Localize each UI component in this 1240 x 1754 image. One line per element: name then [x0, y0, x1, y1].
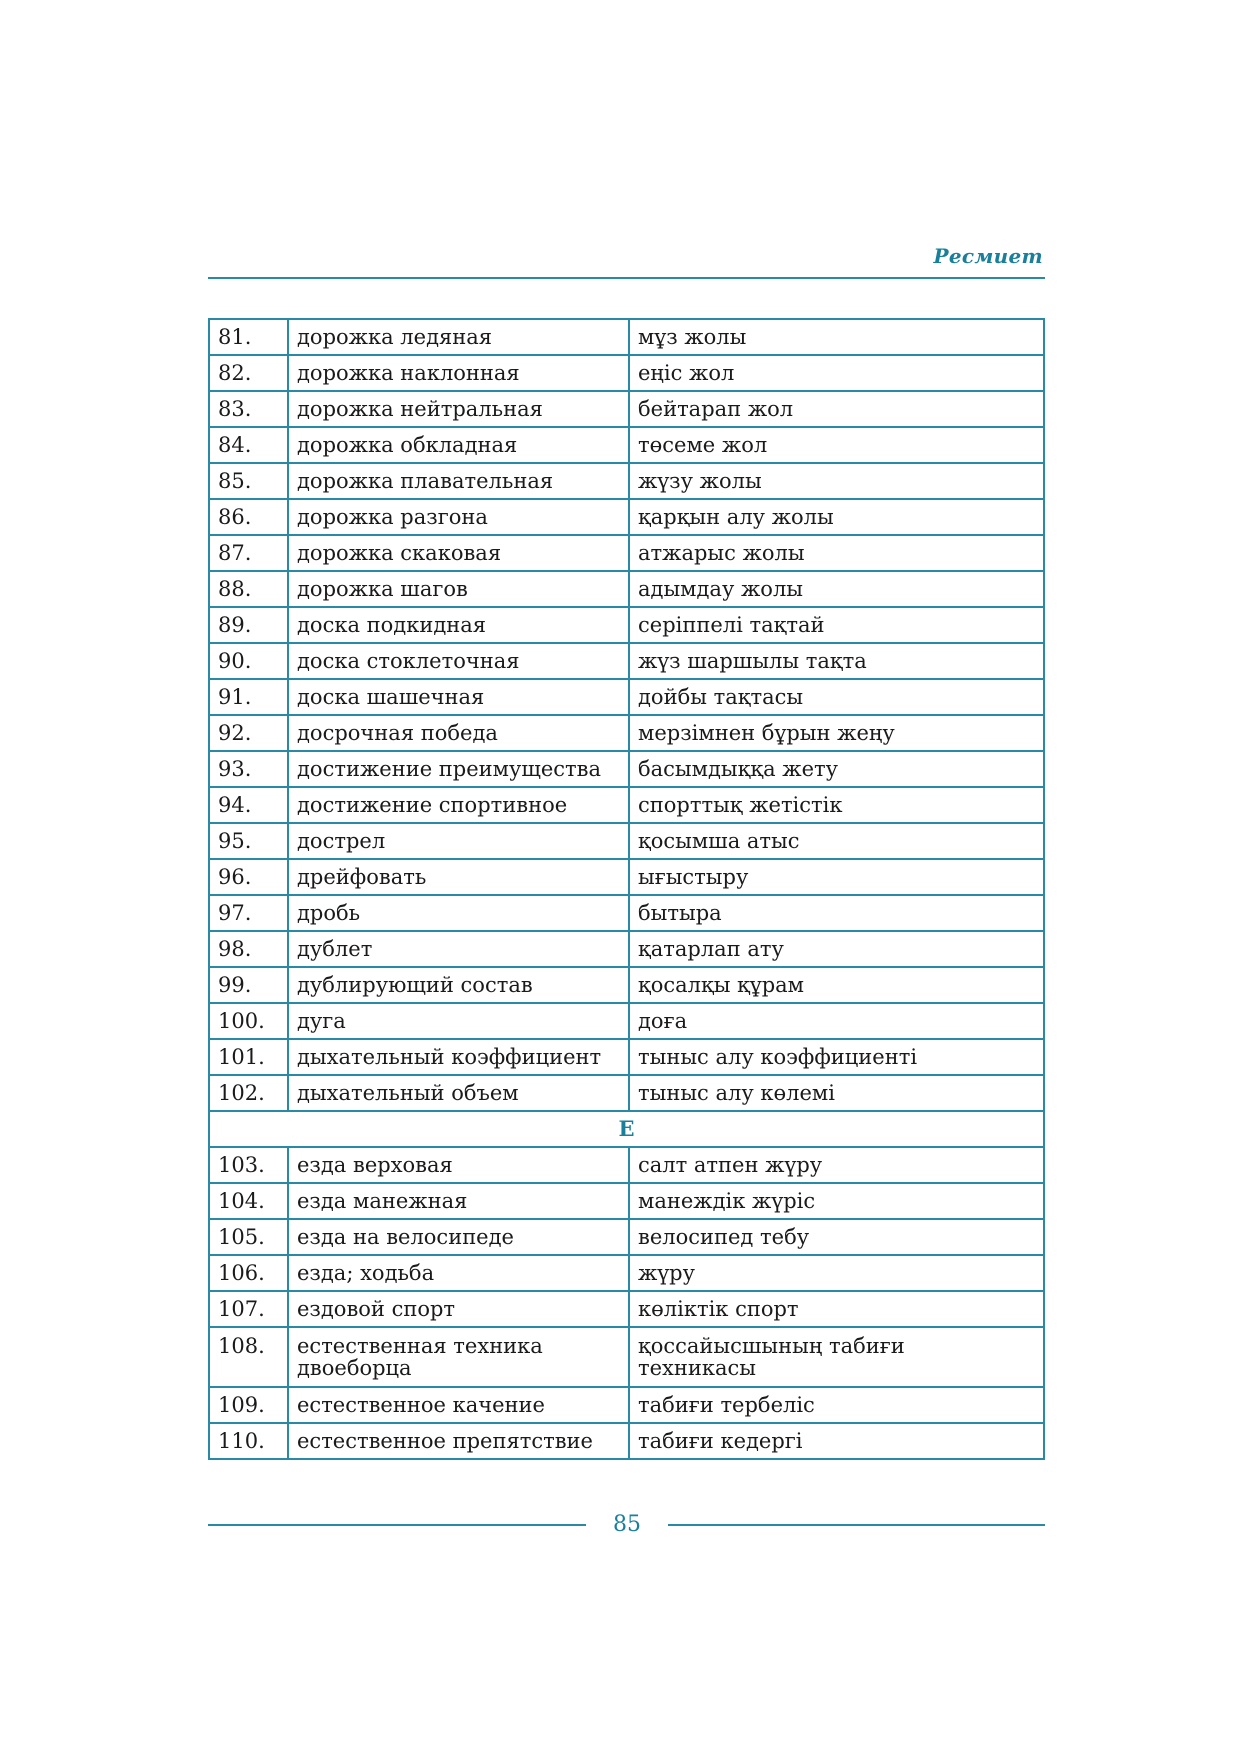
kazakh-term: спорттық жетістік	[629, 787, 1044, 823]
russian-term-line: естественная техника	[297, 1334, 543, 1358]
header-rule	[208, 277, 1045, 279]
entry-number: 105.	[209, 1219, 288, 1255]
russian-term: дорожка разгона	[288, 499, 629, 535]
entry-number: 83.	[209, 391, 288, 427]
table-row	[209, 787, 1044, 823]
table-row	[209, 1183, 1044, 1219]
russian-term: доска шашечная	[288, 679, 629, 715]
page-number: 85	[613, 1512, 641, 1537]
kazakh-term: дойбы тақтасы	[629, 679, 1044, 715]
entry-number: 107.	[209, 1291, 288, 1327]
russian-term: езда; ходьба	[288, 1255, 629, 1291]
table-row	[209, 1147, 1044, 1183]
russian-term: езда на велосипеде	[288, 1219, 629, 1255]
russian-term: доска стоклеточная	[288, 643, 629, 679]
table-row	[209, 463, 1044, 499]
russian-term: дрейфовать	[288, 859, 629, 895]
russian-term: дублирующий состав	[288, 967, 629, 1003]
running-header-title: Ресмиет	[933, 244, 1043, 268]
russian-term: дострел	[288, 823, 629, 859]
entry-number: 96.	[209, 859, 288, 895]
entry-number: 91.	[209, 679, 288, 715]
entry-number: 104.	[209, 1183, 288, 1219]
table-row	[209, 823, 1044, 859]
entry-number: 101.	[209, 1039, 288, 1075]
kazakh-term: ығыстыру	[629, 859, 1044, 895]
table-row	[209, 967, 1044, 1003]
section-letter: Е	[209, 1111, 1044, 1147]
kazakh-term: қосымша атыс	[629, 823, 1044, 859]
table-row	[209, 571, 1044, 607]
russian-term: достижение преимущества	[288, 751, 629, 787]
entry-number: 108.	[209, 1327, 288, 1387]
entry-number: 106.	[209, 1255, 288, 1291]
kazakh-term: еңіс жол	[629, 355, 1044, 391]
russian-term: езда манежная	[288, 1183, 629, 1219]
entry-number: 109.	[209, 1387, 288, 1423]
entry-number: 85.	[209, 463, 288, 499]
entry-number: 97.	[209, 895, 288, 931]
kazakh-term	[629, 1327, 1044, 1387]
russian-term: дорожка нейтральная	[288, 391, 629, 427]
russian-term: дыхательный коэффициент	[288, 1039, 629, 1075]
table-row	[209, 1039, 1044, 1075]
kazakh-term: бытыра	[629, 895, 1044, 931]
kazakh-term: жүз шаршылы тақта	[629, 643, 1044, 679]
entry-number: 87.	[209, 535, 288, 571]
dictionary-table	[208, 318, 1045, 1460]
russian-term: дорожка шагов	[288, 571, 629, 607]
entry-number: 100.	[209, 1003, 288, 1039]
kazakh-term: қатарлап ату	[629, 931, 1044, 967]
table-row	[209, 715, 1044, 751]
footer-rule-left	[208, 1524, 586, 1526]
table-row	[209, 859, 1044, 895]
kazakh-term: тыныс алу коэффициенті	[629, 1039, 1044, 1075]
entry-number: 94.	[209, 787, 288, 823]
kazakh-term: қарқын алу жолы	[629, 499, 1044, 535]
table-row	[209, 1291, 1044, 1327]
russian-term: доска подкидная	[288, 607, 629, 643]
kazakh-term: доға	[629, 1003, 1044, 1039]
entry-number: 102.	[209, 1075, 288, 1111]
table-row	[209, 679, 1044, 715]
entry-number: 89.	[209, 607, 288, 643]
kazakh-term: атжарыс жолы	[629, 535, 1044, 571]
kazakh-term-line: қоссайысшының табиғи	[638, 1334, 905, 1358]
table-row	[209, 607, 1044, 643]
table-row	[209, 355, 1044, 391]
kazakh-term: жүру	[629, 1255, 1044, 1291]
russian-term: ездовой спорт	[288, 1291, 629, 1327]
entry-number: 88.	[209, 571, 288, 607]
russian-term: дорожка обкладная	[288, 427, 629, 463]
table-row	[209, 499, 1044, 535]
table-row	[209, 1387, 1044, 1423]
entry-number: 92.	[209, 715, 288, 751]
footer-rule-right	[668, 1524, 1045, 1526]
russian-term: дуга	[288, 1003, 629, 1039]
russian-term: достижение спортивное	[288, 787, 629, 823]
kazakh-term: табиғи тербеліс	[629, 1387, 1044, 1423]
section-letter-row	[209, 1111, 1044, 1147]
kazakh-term: жүзу жолы	[629, 463, 1044, 499]
entry-number: 86.	[209, 499, 288, 535]
russian-term: дорожка скаковая	[288, 535, 629, 571]
kazakh-term: мерзімнен бұрын жеңу	[629, 715, 1044, 751]
entry-number: 95.	[209, 823, 288, 859]
kazakh-term: манеждік жүріс	[629, 1183, 1044, 1219]
table-row	[209, 1219, 1044, 1255]
table-row	[209, 1003, 1044, 1039]
kazakh-term: бейтарап жол	[629, 391, 1044, 427]
russian-term	[288, 1327, 629, 1387]
kazakh-term: қосалқы құрам	[629, 967, 1044, 1003]
kazakh-term: адымдау жолы	[629, 571, 1044, 607]
entry-number: 93.	[209, 751, 288, 787]
entry-number: 81.	[209, 319, 288, 355]
kazakh-term: төсеме жол	[629, 427, 1044, 463]
table-row	[209, 1327, 1044, 1387]
russian-term: дорожка наклонная	[288, 355, 629, 391]
entry-number: 90.	[209, 643, 288, 679]
entry-number: 98.	[209, 931, 288, 967]
kazakh-term: велосипед тебу	[629, 1219, 1044, 1255]
russian-term: дыхательный объем	[288, 1075, 629, 1111]
entry-number: 84.	[209, 427, 288, 463]
table-row	[209, 643, 1044, 679]
russian-term: естественное качение	[288, 1387, 629, 1423]
table-row	[209, 895, 1044, 931]
entry-number: 82.	[209, 355, 288, 391]
kazakh-term: тыныс алу көлемі	[629, 1075, 1044, 1111]
table-row	[209, 1075, 1044, 1111]
russian-term: дублет	[288, 931, 629, 967]
table-row	[209, 427, 1044, 463]
russian-term: дробь	[288, 895, 629, 931]
russian-term-line: двоеборца	[297, 1356, 412, 1380]
table-row	[209, 931, 1044, 967]
kazakh-term: салт атпен жүру	[629, 1147, 1044, 1183]
table-row	[209, 751, 1044, 787]
table-row	[209, 1255, 1044, 1291]
russian-term: дорожка плавательная	[288, 463, 629, 499]
russian-term: досрочная победа	[288, 715, 629, 751]
kazakh-term: көліктік спорт	[629, 1291, 1044, 1327]
table-row	[209, 1423, 1044, 1459]
kazakh-term: басымдыққа жету	[629, 751, 1044, 787]
kazakh-term-line: техникасы	[638, 1356, 757, 1380]
kazakh-term: табиғи кедергі	[629, 1423, 1044, 1459]
table-row	[209, 391, 1044, 427]
entry-number: 99.	[209, 967, 288, 1003]
table-row	[209, 535, 1044, 571]
kazakh-term: серіппелі тақтай	[629, 607, 1044, 643]
table-row	[209, 319, 1044, 355]
entry-number: 103.	[209, 1147, 288, 1183]
russian-term: езда верховая	[288, 1147, 629, 1183]
russian-term: естественное препятствие	[288, 1423, 629, 1459]
entry-number: 110.	[209, 1423, 288, 1459]
russian-term: дорожка ледяная	[288, 319, 629, 355]
kazakh-term: мұз жолы	[629, 319, 1044, 355]
